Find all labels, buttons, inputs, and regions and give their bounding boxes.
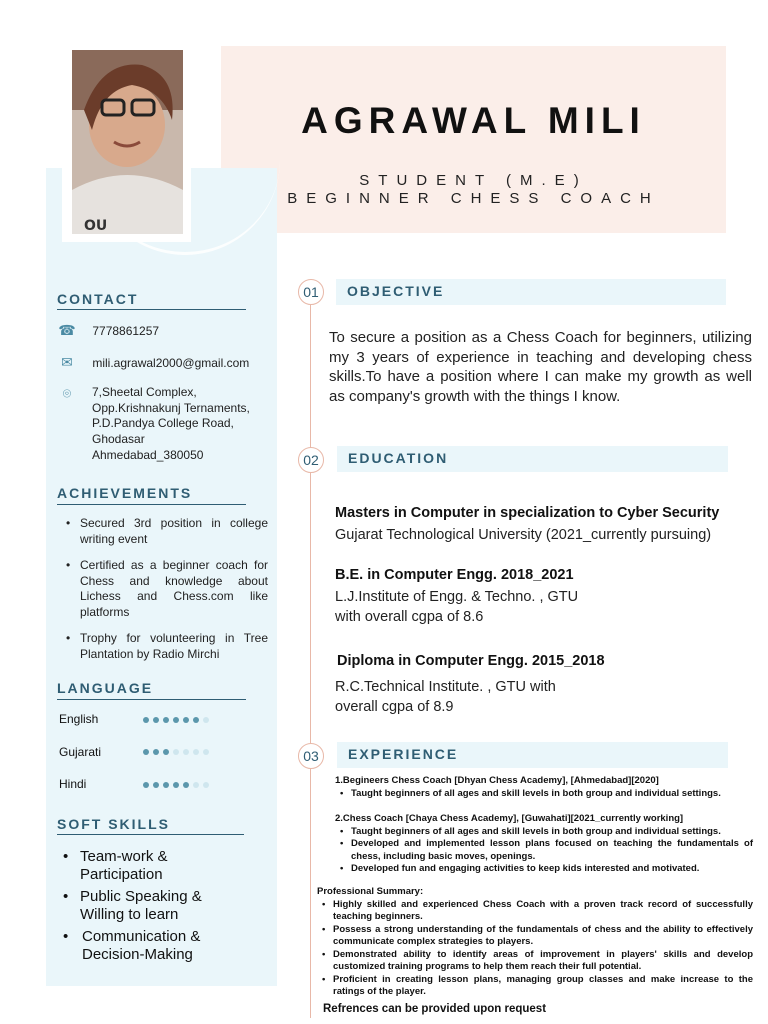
list-item: • Highly skilled and experienced Chess Coach with a proven track record of successfully teaching beginners. [317,899,753,924]
phone-icon: ☎ [58,322,76,338]
section-number: 02 [298,447,324,473]
list-item: • Demonstrated ability to identify areas of improvement in players' skills and develop customized training programs to help them reach their full potential. [317,949,753,974]
level-dot-empty [183,749,189,755]
level-dot-filled [153,749,159,755]
level-dot-filled [183,717,189,723]
degree-detail: L.J.Institute of Engg. & Techno. , GTU [335,589,579,605]
list-item: • Secured 3rd position in college writing event [66,516,268,547]
soft-skills-title: SOFT SKILLS [57,816,170,832]
objective-text: To secure a position as a Chess Coach for beginners, utilizing my 3 years of experience in teaching and developing chess skills.To have a position where I can make my growth as well as company's growth with the things I know. [329,329,752,405]
achievements-divider [57,504,246,505]
address-line: Ahmedabad_380050 [92,447,204,462]
list-item: • Possess a strong understanding of the fundamentals of chess and the ability to effectively communicate complex strategies to players. [317,924,753,949]
level-dot-filled [163,782,169,788]
language-divider [57,699,246,700]
references-note: Refrences can be provided upon request [323,1003,547,1015]
job-1 [335,775,753,800]
candidate-name: AGRAWAL MILI [301,100,646,141]
experience-title: EXPERIENCE [337,742,728,768]
degree-detail: overall cgpa of 8.9 [335,699,454,715]
level-dot-filled [153,782,159,788]
summary-title: Professional Summary: [317,886,424,897]
level-dot-filled [163,717,169,723]
list-item: • Certified as a beginner coach for Chess and knowledge about Lichess and Chess.com like platforms [66,558,268,620]
list-item: • Public Speaking & Willing to learn [63,888,263,924]
level-dot-filled [173,717,179,723]
language-level [143,749,209,755]
degree-detail: R.C.Technical Institute. , GTU with [335,679,556,695]
language-title: LANGUAGE [57,680,154,696]
education-title: EDUCATION [337,446,728,472]
address-line: Ghodasar [92,432,145,447]
phone-row [57,322,159,339]
level-dot-empty [173,749,179,755]
level-dot-empty [203,717,209,723]
role-line-2: BEGINNER CHESS COACH [287,190,660,207]
achievements-title: ACHIEVEMENTS [57,485,193,501]
role-line-1: STUDENT (M.E) [359,172,588,189]
address-line: Opp.Krishnakunj Ternaments, [92,400,250,415]
level-dot-filled [143,717,149,723]
section-number: 01 [298,279,324,305]
job-2 [335,813,753,876]
professional-summary [317,886,753,999]
achievements-list [66,516,268,662]
level-dot-filled [183,782,189,788]
degree-title: Diploma in Computer Engg. 2015_2018 [337,653,605,669]
language-level [143,782,209,788]
address-line: P.D.Pandya College Road, [92,416,234,431]
objective-title: OBJECTIVE [336,279,726,305]
level-dot-filled [163,749,169,755]
email-icon: ✉ [61,354,73,370]
list-item: • Proficient in creating lesson plans, managing group classes and make increase to the ratings of the player. [317,974,753,999]
location-icon: ⌾ [62,385,72,401]
list-item: • Communication & Decision-Making [63,928,263,964]
phone-number[interactable]: 7778861257 [92,324,160,338]
timeline-line [310,305,311,1018]
list-item: • Developed fun and engaging activities to keep kids interested and motivated. [335,863,753,876]
contact-divider [57,309,246,310]
degree-detail: Gujarat Technological University (2021_currently pursuing) [335,527,712,543]
email-row [57,354,249,371]
address-block [92,385,250,464]
degree-detail: with overall cgpa of 8.6 [335,609,484,625]
contact-title: CONTACT [57,291,139,307]
list-item: • Trophy for volunteering in Tree Plantation by Radio Mirchi [66,631,268,662]
job-title: 1.Begineers Chess Coach [Dhyan Chess Academy], [Ahmedabad][2020] [335,775,659,786]
level-dot-empty [193,782,199,788]
soft-skills-divider [57,834,244,835]
list-item: • Taught beginners of all ages and skill levels in both group and individual settings. [335,788,753,801]
degree-title: Masters in Computer in specialization to Cyber Security [335,505,720,521]
list-item: • Developed and implemented lesson plans focused on teaching the fundamentals of chess, including basic moves, openings. [335,838,753,863]
language-level [143,717,209,723]
address-line: 7,Sheetal Complex, [92,385,197,399]
level-dot-filled [143,749,149,755]
language-name: English [59,712,99,726]
section-number: 03 [298,743,324,769]
address-row [57,385,77,402]
list-item: • Team-work & Participation [63,848,263,884]
degree-title: B.E. in Computer Engg. 2018_2021 [335,567,574,583]
level-dot-empty [203,749,209,755]
level-dot-filled [153,717,159,723]
level-dot-filled [193,717,199,723]
level-dot-empty [193,749,199,755]
language-name: Hindi [59,777,87,791]
profile-photo [72,50,183,234]
level-dot-filled [143,782,149,788]
level-dot-empty [203,782,209,788]
level-dot-filled [173,782,179,788]
soft-skills-list [63,848,263,964]
job-title: 2.Chess Coach [Chaya Chess Academy], [Guwahati][2021_currently working] [335,813,684,824]
email-address[interactable]: mili.agrawal2000@gmail.com [92,356,250,370]
list-item: • Taught beginners of all ages and skill levels in both group and individual settings. [335,826,753,839]
svg-text:OU: OU [84,218,108,234]
language-name: Gujarati [59,745,102,759]
